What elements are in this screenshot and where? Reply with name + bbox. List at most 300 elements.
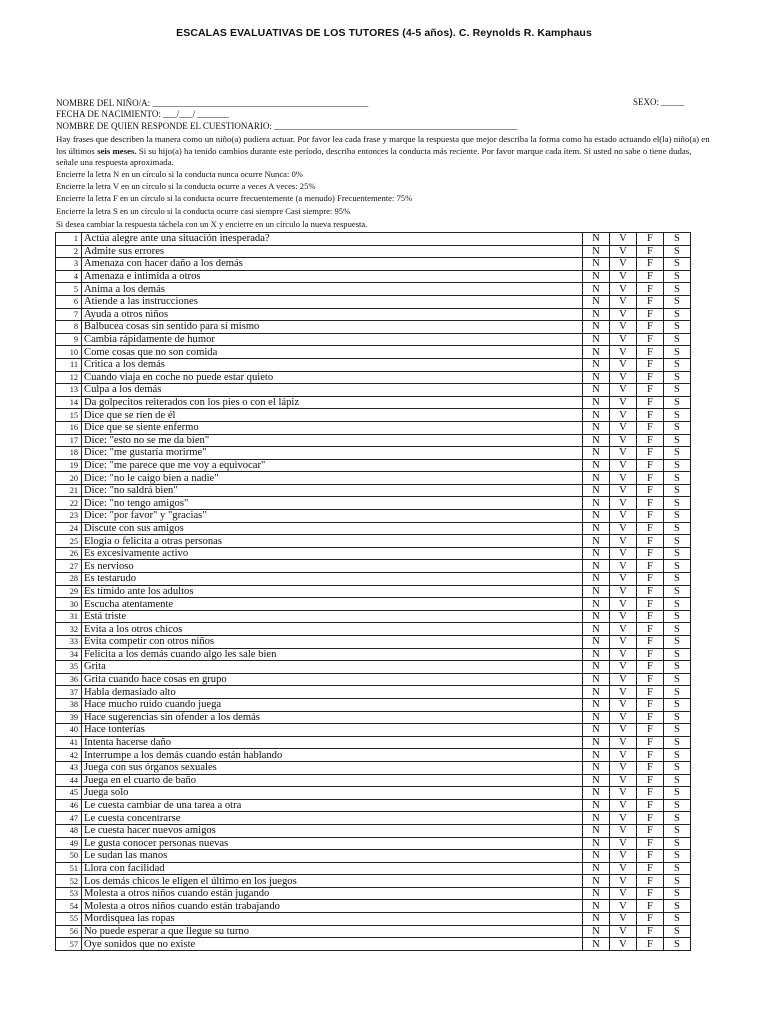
option-n[interactable]: N: [583, 585, 610, 598]
option-v[interactable]: V: [610, 447, 637, 460]
item-row: [56, 333, 691, 346]
option-n[interactable]: N: [583, 358, 610, 371]
option-f[interactable]: F: [637, 233, 664, 246]
instruction-sometimes: Encierre la letra V en un círculo si la conducta ocurre a veces A veces: 25%: [56, 181, 316, 191]
option-v[interactable]: V: [610, 913, 637, 926]
option-n[interactable]: N: [583, 887, 610, 900]
option-s[interactable]: S: [664, 573, 691, 586]
option-v[interactable]: V: [610, 573, 637, 586]
option-v[interactable]: V: [610, 862, 637, 875]
item-text: Grita: [82, 661, 583, 674]
item-row: [56, 447, 691, 460]
item-text: Oye sonidos que no existe: [82, 938, 583, 951]
instructions-bold: seis meses.: [97, 145, 137, 156]
option-v[interactable]: V: [610, 837, 637, 850]
option-s[interactable]: S: [664, 346, 691, 359]
option-v[interactable]: V: [610, 799, 637, 812]
option-n[interactable]: N: [583, 384, 610, 397]
option-v[interactable]: V: [610, 774, 637, 787]
option-f[interactable]: F: [637, 761, 664, 774]
option-n[interactable]: N: [583, 837, 610, 850]
item-number: 20: [56, 472, 82, 485]
option-f[interactable]: F: [637, 308, 664, 321]
option-n[interactable]: N: [583, 824, 610, 837]
option-n[interactable]: N: [583, 245, 610, 258]
item-number: 37: [56, 686, 82, 699]
option-s[interactable]: S: [664, 862, 691, 875]
option-n[interactable]: N: [583, 421, 610, 434]
option-f[interactable]: F: [637, 283, 664, 296]
option-s[interactable]: S: [664, 585, 691, 598]
item-row: [56, 900, 691, 913]
option-n[interactable]: N: [583, 925, 610, 938]
option-v[interactable]: V: [610, 686, 637, 699]
option-v[interactable]: V: [610, 346, 637, 359]
item-text: Juega con sus órganos sexuales: [82, 761, 583, 774]
option-n[interactable]: N: [583, 510, 610, 523]
item-number: 36: [56, 673, 82, 686]
option-n[interactable]: N: [583, 686, 610, 699]
item-row: [56, 736, 691, 749]
item-number: 28: [56, 573, 82, 586]
item-number: 56: [56, 925, 82, 938]
option-v[interactable]: V: [610, 459, 637, 472]
option-n[interactable]: N: [583, 610, 610, 623]
option-n[interactable]: N: [583, 875, 610, 888]
item-number: 23: [56, 510, 82, 523]
option-n[interactable]: N: [583, 711, 610, 724]
item-number: 13: [56, 384, 82, 397]
option-n[interactable]: N: [583, 270, 610, 283]
option-v[interactable]: V: [610, 510, 637, 523]
option-n[interactable]: N: [583, 346, 610, 359]
option-n[interactable]: N: [583, 472, 610, 485]
instructions-text-1: Hay frases que describen la manera como un niño(a) pudiera actuar. Por favor lea cada frase y marque la respuesta que mejor describa la forma como ha estado actuando el(la) niño(a) en los últimos: [56, 134, 710, 156]
option-s[interactable]: S: [664, 333, 691, 346]
option-v[interactable]: V: [610, 661, 637, 674]
item-row: [56, 837, 691, 850]
option-v[interactable]: V: [610, 371, 637, 384]
sex-field[interactable]: SEXO: _____: [633, 97, 684, 107]
option-f[interactable]: F: [637, 371, 664, 384]
item-text: Le cuesta cambiar de una tarea a otra: [82, 799, 583, 812]
option-f[interactable]: F: [637, 472, 664, 485]
option-n[interactable]: N: [583, 812, 610, 825]
option-f[interactable]: F: [637, 837, 664, 850]
item-number: 35: [56, 661, 82, 674]
option-n[interactable]: N: [583, 522, 610, 535]
option-v[interactable]: V: [610, 358, 637, 371]
option-f[interactable]: F: [637, 459, 664, 472]
option-s[interactable]: S: [664, 749, 691, 762]
option-f[interactable]: F: [637, 358, 664, 371]
option-v[interactable]: V: [610, 245, 637, 258]
option-n[interactable]: N: [583, 850, 610, 863]
option-s[interactable]: S: [664, 698, 691, 711]
option-s[interactable]: S: [664, 598, 691, 611]
option-s[interactable]: S: [664, 812, 691, 825]
option-f[interactable]: F: [637, 900, 664, 913]
option-n[interactable]: N: [583, 648, 610, 661]
option-v[interactable]: V: [610, 434, 637, 447]
option-v[interactable]: V: [610, 535, 637, 548]
item-row: [56, 774, 691, 787]
option-f[interactable]: F: [637, 938, 664, 951]
item-text: Dice: "me parece que me voy a equivocar": [82, 459, 583, 472]
option-v[interactable]: V: [610, 749, 637, 762]
option-f[interactable]: F: [637, 421, 664, 434]
option-s[interactable]: S: [664, 358, 691, 371]
option-s[interactable]: S: [664, 522, 691, 535]
option-v[interactable]: V: [610, 598, 637, 611]
option-f[interactable]: F: [637, 333, 664, 346]
item-number: 48: [56, 824, 82, 837]
option-f[interactable]: F: [637, 573, 664, 586]
option-s[interactable]: S: [664, 535, 691, 548]
option-v[interactable]: V: [610, 698, 637, 711]
option-n[interactable]: N: [583, 774, 610, 787]
option-n[interactable]: N: [583, 661, 610, 674]
option-f[interactable]: F: [637, 321, 664, 334]
option-f[interactable]: F: [637, 547, 664, 560]
option-v[interactable]: V: [610, 925, 637, 938]
option-f[interactable]: F: [637, 497, 664, 510]
option-v[interactable]: V: [610, 270, 637, 283]
option-f[interactable]: F: [637, 887, 664, 900]
child-name-field[interactable]: NOMBRE DEL NIÑO/A: ________________________________________________: [56, 98, 369, 108]
item-number: 24: [56, 522, 82, 535]
option-f[interactable]: F: [637, 736, 664, 749]
option-s[interactable]: S: [664, 447, 691, 460]
option-v[interactable]: V: [610, 547, 637, 560]
option-s[interactable]: S: [664, 761, 691, 774]
option-s[interactable]: S: [664, 711, 691, 724]
option-n[interactable]: N: [583, 598, 610, 611]
option-f[interactable]: F: [637, 812, 664, 825]
option-v[interactable]: V: [610, 850, 637, 863]
item-row: [56, 875, 691, 888]
option-v[interactable]: V: [610, 585, 637, 598]
item-text: Felicita a los demás cuando algo les sale bien: [82, 648, 583, 661]
option-f[interactable]: F: [637, 270, 664, 283]
option-n[interactable]: N: [583, 396, 610, 409]
option-f[interactable]: F: [637, 598, 664, 611]
option-s[interactable]: S: [664, 245, 691, 258]
option-f[interactable]: F: [637, 862, 664, 875]
option-f[interactable]: F: [637, 787, 664, 800]
option-s[interactable]: S: [664, 396, 691, 409]
option-n[interactable]: N: [583, 321, 610, 334]
option-n[interactable]: N: [583, 484, 610, 497]
option-f[interactable]: F: [637, 673, 664, 686]
item-row: [56, 661, 691, 674]
option-f[interactable]: F: [637, 484, 664, 497]
item-number: 6: [56, 295, 82, 308]
option-n[interactable]: N: [583, 862, 610, 875]
option-f[interactable]: F: [637, 245, 664, 258]
option-s[interactable]: S: [664, 686, 691, 699]
item-row: [56, 484, 691, 497]
item-number: 45: [56, 787, 82, 800]
option-v[interactable]: V: [610, 321, 637, 334]
option-s[interactable]: S: [664, 736, 691, 749]
item-number: 54: [56, 900, 82, 913]
option-n[interactable]: N: [583, 333, 610, 346]
option-f[interactable]: F: [637, 447, 664, 460]
option-f[interactable]: F: [637, 799, 664, 812]
item-text: Dice que se ríen de él: [82, 409, 583, 422]
option-f[interactable]: F: [637, 711, 664, 724]
option-s[interactable]: S: [664, 459, 691, 472]
option-s[interactable]: S: [664, 799, 691, 812]
option-s[interactable]: S: [664, 510, 691, 523]
option-s[interactable]: S: [664, 283, 691, 296]
instruction-change-answer: Si desea cambiar la respuesta táchela con un X y encierre en un círculo la nueva respuesta.: [56, 219, 368, 229]
option-s[interactable]: S: [664, 371, 691, 384]
option-f[interactable]: F: [637, 346, 664, 359]
option-n[interactable]: N: [583, 900, 610, 913]
option-n[interactable]: N: [583, 736, 610, 749]
option-n[interactable]: N: [583, 497, 610, 510]
option-n[interactable]: N: [583, 295, 610, 308]
option-f[interactable]: F: [637, 925, 664, 938]
option-s[interactable]: S: [664, 875, 691, 888]
item-row: [56, 938, 691, 951]
option-s[interactable]: S: [664, 384, 691, 397]
instruction-never: Encierre la letra N en un círculo si la conducta nunca ocurre Nunca: 0%: [56, 169, 303, 179]
option-s[interactable]: S: [664, 938, 691, 951]
option-s[interactable]: S: [664, 837, 691, 850]
item-row: [56, 724, 691, 737]
option-f[interactable]: F: [637, 610, 664, 623]
option-n[interactable]: N: [583, 371, 610, 384]
option-s[interactable]: S: [664, 887, 691, 900]
option-s[interactable]: S: [664, 560, 691, 573]
option-f[interactable]: F: [637, 749, 664, 762]
option-s[interactable]: S: [664, 673, 691, 686]
item-number: 1: [56, 233, 82, 246]
option-n[interactable]: N: [583, 913, 610, 926]
option-s[interactable]: S: [664, 484, 691, 497]
option-s[interactable]: S: [664, 850, 691, 863]
option-s[interactable]: S: [664, 925, 691, 938]
option-n[interactable]: N: [583, 547, 610, 560]
option-v[interactable]: V: [610, 724, 637, 737]
option-n[interactable]: N: [583, 409, 610, 422]
option-s[interactable]: S: [664, 409, 691, 422]
option-n[interactable]: N: [583, 459, 610, 472]
option-v[interactable]: V: [610, 736, 637, 749]
option-f[interactable]: F: [637, 560, 664, 573]
option-n[interactable]: N: [583, 283, 610, 296]
item-row: [56, 295, 691, 308]
option-v[interactable]: V: [610, 472, 637, 485]
option-f[interactable]: F: [637, 648, 664, 661]
option-v[interactable]: V: [610, 711, 637, 724]
item-row: [56, 623, 691, 636]
option-s[interactable]: S: [664, 472, 691, 485]
option-f[interactable]: F: [637, 434, 664, 447]
option-s[interactable]: S: [664, 610, 691, 623]
option-v[interactable]: V: [610, 333, 637, 346]
item-number: 9: [56, 333, 82, 346]
option-n[interactable]: N: [583, 623, 610, 636]
item-text: Mordisquea las ropas: [82, 913, 583, 926]
option-s[interactable]: S: [664, 724, 691, 737]
option-f[interactable]: F: [637, 636, 664, 649]
item-row: [56, 308, 691, 321]
option-n[interactable]: N: [583, 447, 610, 460]
option-f[interactable]: F: [637, 585, 664, 598]
item-number: 17: [56, 434, 82, 447]
item-text: Amenaza con hacer daño a los demás: [82, 258, 583, 271]
option-v[interactable]: V: [610, 497, 637, 510]
item-text: Discute con sus amigos: [82, 522, 583, 535]
item-number: 29: [56, 585, 82, 598]
option-s[interactable]: S: [664, 547, 691, 560]
option-v[interactable]: V: [610, 761, 637, 774]
option-v[interactable]: V: [610, 560, 637, 573]
option-v[interactable]: V: [610, 295, 637, 308]
option-v[interactable]: V: [610, 283, 637, 296]
item-number: 34: [56, 648, 82, 661]
item-text: Dice: "esto no se me da bien": [82, 434, 583, 447]
option-v[interactable]: V: [610, 233, 637, 246]
option-n[interactable]: N: [583, 938, 610, 951]
option-v[interactable]: V: [610, 938, 637, 951]
option-v[interactable]: V: [610, 875, 637, 888]
item-row: [56, 862, 691, 875]
option-f[interactable]: F: [637, 724, 664, 737]
option-n[interactable]: N: [583, 698, 610, 711]
birth-date-field[interactable]: FECHA DE NACIMIENTO: ___/___/ _______: [56, 109, 229, 119]
option-f[interactable]: F: [637, 510, 664, 523]
item-text: Dice: "no tengo amigos": [82, 497, 583, 510]
option-v[interactable]: V: [610, 623, 637, 636]
option-f[interactable]: F: [637, 396, 664, 409]
option-v[interactable]: V: [610, 812, 637, 825]
option-v[interactable]: V: [610, 648, 637, 661]
option-s[interactable]: S: [664, 295, 691, 308]
option-s[interactable]: S: [664, 900, 691, 913]
option-f[interactable]: F: [637, 913, 664, 926]
item-number: 38: [56, 698, 82, 711]
option-v[interactable]: V: [610, 673, 637, 686]
option-v[interactable]: V: [610, 484, 637, 497]
item-text: Juega en el cuarto de baño: [82, 774, 583, 787]
option-s[interactable]: S: [664, 661, 691, 674]
option-s[interactable]: S: [664, 648, 691, 661]
option-n[interactable]: N: [583, 560, 610, 573]
option-v[interactable]: V: [610, 636, 637, 649]
item-row: [56, 610, 691, 623]
option-v[interactable]: V: [610, 522, 637, 535]
option-n[interactable]: N: [583, 799, 610, 812]
option-v[interactable]: V: [610, 421, 637, 434]
option-n[interactable]: N: [583, 258, 610, 271]
option-n[interactable]: N: [583, 636, 610, 649]
item-number: 42: [56, 749, 82, 762]
option-n[interactable]: N: [583, 749, 610, 762]
option-n[interactable]: N: [583, 308, 610, 321]
option-s[interactable]: S: [664, 913, 691, 926]
option-s[interactable]: S: [664, 270, 691, 283]
option-s[interactable]: S: [664, 824, 691, 837]
option-n[interactable]: N: [583, 434, 610, 447]
item-text: Molesta a otros niños cuando están jugando: [82, 887, 583, 900]
option-s[interactable]: S: [664, 774, 691, 787]
option-n[interactable]: N: [583, 787, 610, 800]
option-s[interactable]: S: [664, 233, 691, 246]
option-f[interactable]: F: [637, 258, 664, 271]
option-s[interactable]: S: [664, 421, 691, 434]
option-f[interactable]: F: [637, 686, 664, 699]
option-v[interactable]: V: [610, 887, 637, 900]
item-row: [56, 384, 691, 397]
option-f[interactable]: F: [637, 824, 664, 837]
item-row: [56, 573, 691, 586]
option-n[interactable]: N: [583, 535, 610, 548]
item-number: 11: [56, 358, 82, 371]
item-text: Cambia rápidamente de humor: [82, 333, 583, 346]
option-s[interactable]: S: [664, 308, 691, 321]
respondent-name-field[interactable]: NOMBRE DE QUIEN RESPONDE EL CUESTIONARIO: ______________________________________________________: [56, 121, 518, 131]
option-s[interactable]: S: [664, 623, 691, 636]
option-f[interactable]: F: [637, 774, 664, 787]
option-v[interactable]: V: [610, 384, 637, 397]
option-f[interactable]: F: [637, 661, 664, 674]
item-text: Hace mucho ruido cuando juega: [82, 698, 583, 711]
item-number: 14: [56, 396, 82, 409]
option-s[interactable]: S: [664, 434, 691, 447]
item-text: Es tímido ante los adultos: [82, 585, 583, 598]
item-text: Grita cuando hace cosas en grupo: [82, 673, 583, 686]
option-v[interactable]: V: [610, 787, 637, 800]
option-v[interactable]: V: [610, 308, 637, 321]
option-f[interactable]: F: [637, 384, 664, 397]
item-text: Está triste: [82, 610, 583, 623]
option-s[interactable]: S: [664, 787, 691, 800]
option-n[interactable]: N: [583, 724, 610, 737]
option-n[interactable]: N: [583, 673, 610, 686]
option-f[interactable]: F: [637, 409, 664, 422]
item-row: [56, 799, 691, 812]
item-number: 52: [56, 875, 82, 888]
option-s[interactable]: S: [664, 321, 691, 334]
item-number: 10: [56, 346, 82, 359]
option-f[interactable]: F: [637, 522, 664, 535]
option-n[interactable]: N: [583, 573, 610, 586]
option-v[interactable]: V: [610, 610, 637, 623]
option-v[interactable]: V: [610, 409, 637, 422]
option-n[interactable]: N: [583, 761, 610, 774]
item-row: [56, 673, 691, 686]
option-v[interactable]: V: [610, 900, 637, 913]
option-f[interactable]: F: [637, 623, 664, 636]
option-s[interactable]: S: [664, 497, 691, 510]
option-v[interactable]: V: [610, 396, 637, 409]
option-f[interactable]: F: [637, 850, 664, 863]
option-f[interactable]: F: [637, 535, 664, 548]
option-f[interactable]: F: [637, 875, 664, 888]
option-f[interactable]: F: [637, 295, 664, 308]
option-n[interactable]: N: [583, 233, 610, 246]
option-s[interactable]: S: [664, 258, 691, 271]
option-v[interactable]: V: [610, 824, 637, 837]
option-s[interactable]: S: [664, 636, 691, 649]
option-v[interactable]: V: [610, 258, 637, 271]
option-f[interactable]: F: [637, 698, 664, 711]
